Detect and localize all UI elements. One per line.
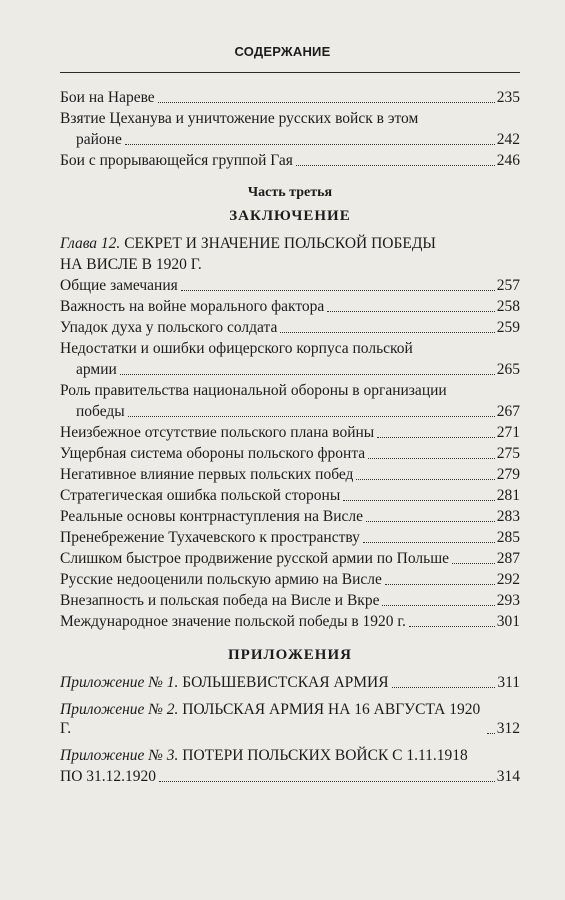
chapter-title: СЕКРЕТ И ЗНАЧЕНИЕ ПОЛЬСКОЙ ПОБЕДЫ <box>124 235 436 252</box>
appendix-label: Приложение № 3. <box>60 747 179 764</box>
toc-entry-title: ПО 31.12.1920 <box>60 768 157 785</box>
toc-entry-page: 279 <box>496 466 520 483</box>
toc-entry <box>60 549 520 568</box>
toc-entry-title: победы <box>76 403 125 420</box>
toc-entry-title: Внезапность и польская победа на Висле и Вкре <box>60 592 380 609</box>
toc-entry-title: Общие замечания <box>60 277 178 294</box>
toc-entry <box>60 612 520 631</box>
toc-entry-page: 293 <box>496 592 520 609</box>
toc-entry <box>60 486 520 505</box>
chapter-title-line2: НА ВИСЛЕ В 1920 Г. <box>60 256 202 273</box>
leader-dots <box>356 479 494 480</box>
leader-dots <box>452 563 495 564</box>
toc-entry-title: Важность на войне морального фактора <box>60 298 325 315</box>
toc-entry <box>60 700 520 738</box>
toc <box>60 88 520 788</box>
chapter-heading <box>60 234 520 253</box>
toc-entry-page: 287 <box>496 550 520 567</box>
leader-dots <box>327 311 494 312</box>
toc-entry-title: Реальные основы контрнаступления на Висле <box>60 508 363 525</box>
leader-dots <box>382 605 494 606</box>
chapter-label: Глава 12. <box>60 235 121 252</box>
running-head: СОДЕРЖАНИЕ <box>234 44 331 59</box>
toc-entry-title: Русские недооценили польскую армию на Висле <box>60 571 382 588</box>
toc-entry-page: 246 <box>496 152 520 169</box>
toc-entry-page: 292 <box>496 571 520 588</box>
toc-entry-title <box>60 700 484 738</box>
header-rule <box>60 72 520 73</box>
toc-entry-page: 275 <box>496 445 520 462</box>
leader-dots <box>296 165 495 166</box>
toc-entry-page: 281 <box>496 487 520 504</box>
appendix-title: ПОЛЬСКАЯ АРМИЯ НА 16 АВГУСТА 1920 Г. <box>60 701 481 737</box>
appendix-label: Приложение № 1. <box>60 674 179 691</box>
toc-entry <box>60 318 520 337</box>
leader-dots <box>366 521 495 522</box>
toc-entry <box>60 151 520 170</box>
toc-entry <box>60 381 520 421</box>
toc-entry-title: Пренебрежение Тухачевского к пространству <box>60 529 360 546</box>
toc-entry-title <box>60 673 389 692</box>
appendix-label: Приложение № 2. <box>60 701 179 718</box>
toc-entry <box>60 339 520 379</box>
toc-entry-title-line: Недостатки и ошибки офицерского корпуса польской <box>60 340 413 357</box>
toc-entry <box>60 570 520 589</box>
leader-dots <box>280 332 494 333</box>
toc-entry-title: Неизбежное отсутствие польского плана войны <box>60 424 375 441</box>
toc-entry-page: 259 <box>496 319 520 336</box>
toc-entry-page: 314 <box>496 768 520 785</box>
toc-entry-page: 301 <box>496 613 520 630</box>
toc-entry-title: Бои с прорывающейся группой Гая <box>60 152 293 169</box>
toc-entry <box>60 109 520 149</box>
toc-entry-title-line: Роль правительства национальной обороны в организации <box>60 382 447 399</box>
toc-entry-title: Ущербная система обороны польского фронта <box>60 445 366 462</box>
toc-entry-page: 312 <box>496 720 520 737</box>
leader-dots <box>181 290 495 291</box>
toc-entry <box>60 507 520 526</box>
toc-entry-title: Слишком быстрое продвижение русской армии по Польше <box>60 550 450 567</box>
toc-entry-page: 283 <box>496 508 520 525</box>
leader-dots <box>487 733 495 734</box>
toc-entry-title: Стратегическая ошибка польской стороны <box>60 487 341 504</box>
part-title: ЗАКЛЮЧЕНИЕ <box>229 208 351 224</box>
toc-entry-page: 265 <box>496 361 520 378</box>
toc-entry <box>60 423 520 442</box>
toc-entry <box>60 444 520 463</box>
toc-entry <box>60 528 520 547</box>
leader-dots <box>363 542 495 543</box>
toc-entry-page: 311 <box>497 674 520 691</box>
toc-entry-page: 235 <box>496 89 520 106</box>
leader-dots <box>392 687 496 688</box>
toc-entry-title: Международное значение польской победы в 1920 г. <box>60 613 406 630</box>
toc-entry <box>60 673 520 692</box>
appendix-title: БОЛЬШЕВИСТСКАЯ АРМИЯ <box>182 674 389 691</box>
appendices-title: ПРИЛОЖЕНИЯ <box>228 647 352 663</box>
leader-dots <box>409 626 495 627</box>
toc-entry-title: армии <box>76 361 117 378</box>
leader-dots <box>343 500 494 501</box>
toc-entry <box>60 465 520 484</box>
toc-entry-page: 258 <box>496 298 520 315</box>
appendix-title: ПОТЕРИ ПОЛЬСКИХ ВОЙСК С 1.11.1918 <box>182 747 468 764</box>
toc-entry-title: Упадок духа у польского солдата <box>60 319 278 336</box>
leader-dots <box>125 144 495 145</box>
leader-dots <box>377 437 495 438</box>
leader-dots <box>120 374 495 375</box>
toc-entry <box>60 297 520 316</box>
toc-entry-page: 267 <box>496 403 520 420</box>
leader-dots <box>158 102 495 103</box>
toc-entry-page: 285 <box>496 529 520 546</box>
toc-entry-page: 242 <box>496 131 520 148</box>
part-label: Часть третья <box>247 185 333 200</box>
toc-entry-title-line <box>60 746 520 765</box>
toc-entry <box>60 276 520 295</box>
toc-entry-title: Бои на Нареве <box>60 89 155 106</box>
toc-entry-title: районе <box>76 131 122 148</box>
leader-dots <box>385 584 495 585</box>
toc-entry <box>60 88 520 107</box>
leader-dots <box>159 781 495 782</box>
leader-dots <box>128 416 495 417</box>
toc-entry-title: Негативное влияние первых польских побед <box>60 466 354 483</box>
toc-entry <box>60 591 520 610</box>
toc-entry-title-line: Взятие Цеханува и уничтожение русских войск в этом <box>60 110 419 127</box>
leader-dots <box>368 458 495 459</box>
toc-entry-page: 257 <box>496 277 520 294</box>
toc-entry-page: 271 <box>496 424 520 441</box>
toc-entry <box>60 746 520 786</box>
